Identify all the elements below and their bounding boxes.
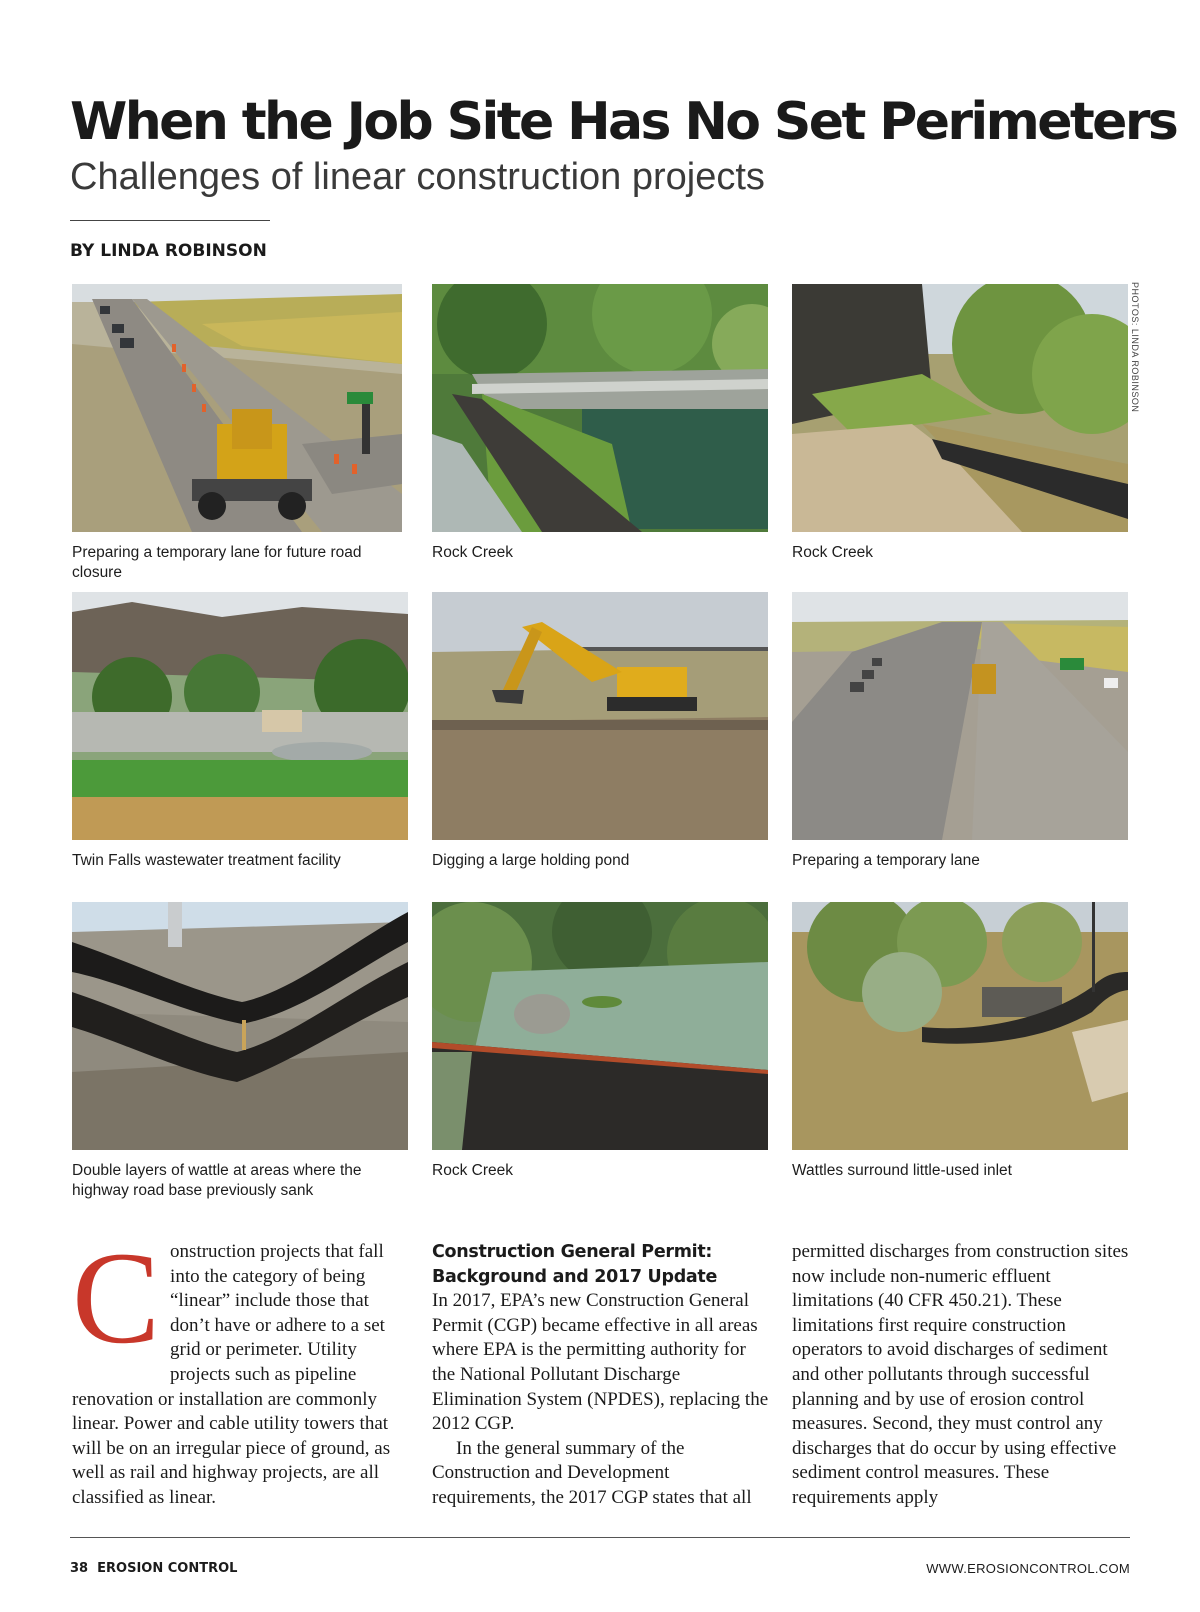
- photo-caption: Twin Falls wastewater treatment facility: [72, 852, 341, 869]
- byline: BY LINDA ROBINSON: [70, 241, 267, 261]
- footer-website: WWW.EROSIONCONTROL.COM: [926, 1561, 1130, 1576]
- body-column-3: [792, 1240, 1130, 1511]
- article-title: When the Job Site Has No Set Perimeters: [70, 92, 1177, 152]
- photo-caption: Rock Creek: [432, 1162, 513, 1179]
- body-paragraph: In the general summary of the Construction and Development requirements, the 2017 CGP states that all: [432, 1437, 752, 1508]
- road-grader-photo: [72, 284, 402, 532]
- section-heading: Construction General Permit: Background and 2017 Update: [432, 1242, 718, 1287]
- photo-caption: Double layers of wattle at areas where the highway road base previously sank: [72, 1162, 362, 1199]
- footer-folio: [70, 1561, 237, 1576]
- silt-fence-trail-photo: [792, 284, 1128, 532]
- body-text: onstruction projects that fall into the category of being “linear” include those that don’t have or adhere to a set grid or perimeter. Utility projects such as pipeline renovation or installation are commonly linear. Power and cable utility towers that will be on an irregular piece of ground, as well as rail and highway projects, are all classified as linear.: [72, 1241, 391, 1508]
- creek-bridge-photo: [432, 284, 768, 532]
- photo-caption: Wattles surround little-used inlet: [792, 1162, 1012, 1179]
- treatment-facility-photo: [72, 592, 408, 840]
- photo-caption: Digging a large holding pond: [432, 852, 630, 869]
- photo-caption: Rock Creek: [432, 544, 513, 561]
- creek-silt-fence-photo: [432, 902, 768, 1150]
- highway-lane-photo: [792, 592, 1128, 840]
- excavator-photo: [432, 592, 768, 840]
- publication-name: EROSION CONTROL: [97, 1561, 238, 1576]
- drop-cap: C: [72, 1224, 161, 1371]
- body-paragraph: In 2017, EPA’s new Construction General Permit (CGP) became effective in all areas where EPA is the permitting authority for the National Pollutant Discharge Elimination System (NPDES), replacing the 2012 CGP.: [432, 1290, 769, 1435]
- photo-credit: PHOTOS: LINDA ROBINSON: [1130, 282, 1140, 413]
- photo-caption: Preparing a temporary lane for future road closure: [72, 544, 362, 581]
- page-number: 38: [70, 1561, 89, 1576]
- body-column-1: [72, 1224, 410, 1511]
- photo-caption: Rock Creek: [792, 544, 873, 561]
- double-wattle-photo: [72, 902, 408, 1150]
- inlet-wattle-photo: [792, 902, 1128, 1150]
- title-divider: [70, 220, 270, 221]
- body-column-2: [432, 1240, 770, 1511]
- footer-divider: [70, 1537, 1130, 1538]
- article-subtitle: Challenges of linear construction projects: [70, 156, 765, 198]
- body-paragraph: permitted discharges from construction sites now include non-numeric effluent limitations (40 CFR 450.21). These limitations first require construction operators to avoid discharges of sediment and other pollutants through successful planning and by use of erosion control measures. Second, they must control any discharges that do occur by using effective sediment control measures. These requirements apply: [792, 1241, 1129, 1508]
- photo-caption: Preparing a temporary lane: [792, 852, 980, 869]
